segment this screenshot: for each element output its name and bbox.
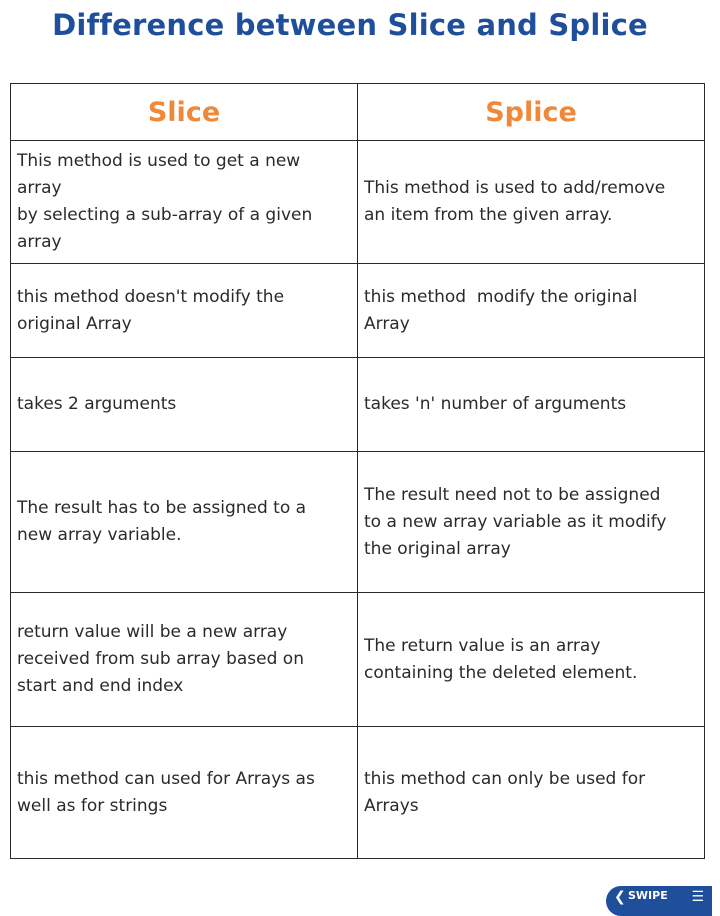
cell-line: by selecting a sub-array of a given — [17, 205, 313, 225]
page-title: Difference between Slice and Splice — [52, 8, 648, 42]
table-row — [11, 593, 705, 727]
cell-line: this method doesn't modify the — [17, 286, 285, 307]
table-row — [11, 358, 705, 452]
cell-line: The result need not to be assigned — [364, 484, 661, 505]
cell-line: This method is used to get a new — [17, 151, 301, 171]
cell-line: array — [17, 178, 62, 198]
swipe-badge[interactable] — [606, 886, 712, 916]
cell-line: new array variable. — [17, 525, 182, 545]
slice-cell — [11, 452, 358, 593]
splice-cell — [358, 358, 705, 452]
cell-line: containing the deleted element. — [364, 662, 638, 683]
cell-line: original Array — [17, 313, 132, 334]
swipe-label: SWIPE — [628, 889, 668, 902]
slice-cell — [11, 141, 358, 264]
header-row — [11, 84, 705, 141]
cell-line: the original array — [364, 538, 511, 559]
table-row — [11, 264, 705, 358]
header-slice: Slice — [11, 84, 358, 141]
splice-cell — [358, 452, 705, 593]
cell-line: an item from the given array. — [364, 205, 613, 225]
cell-line: this method modify the original — [364, 286, 638, 307]
cell-line: to a new array variable as it modify — [364, 511, 667, 532]
cell-line: The result has to be assigned to a — [17, 498, 307, 518]
cell-line: takes 'n' number of arguments — [364, 394, 627, 414]
table-row — [11, 141, 705, 264]
menu-icon: ☰ — [691, 889, 704, 905]
cell-line: Arrays — [364, 795, 419, 816]
table-row — [11, 452, 705, 593]
header-splice: Splice — [358, 84, 705, 141]
splice-cell — [358, 141, 705, 264]
cell-line: start and end index — [17, 676, 184, 696]
cell-line: The return value is an array — [364, 635, 601, 656]
splice-cell — [358, 593, 705, 727]
cell-line: This method is used to add/remove — [364, 178, 666, 198]
slice-cell — [11, 727, 358, 859]
cell-line: return value will be a new array — [17, 622, 288, 642]
cell-line: this method can used for Arrays as — [17, 768, 315, 789]
cell-line: this method can only be used for — [364, 768, 646, 789]
splice-cell — [358, 727, 705, 859]
cell-line: well as for strings — [17, 795, 168, 816]
slice-cell — [11, 593, 358, 727]
slice-cell — [11, 264, 358, 358]
cell-line: array — [17, 232, 62, 252]
cell-line: received from sub array based on — [17, 649, 304, 669]
slice-cell — [11, 358, 358, 452]
cell-line: takes 2 arguments — [17, 394, 177, 414]
cell-line: Array — [364, 313, 410, 334]
splice-cell — [358, 264, 705, 358]
table-row — [11, 727, 705, 859]
chevron-left-icon: ❮ — [614, 889, 626, 905]
comparison-table — [10, 83, 705, 859]
